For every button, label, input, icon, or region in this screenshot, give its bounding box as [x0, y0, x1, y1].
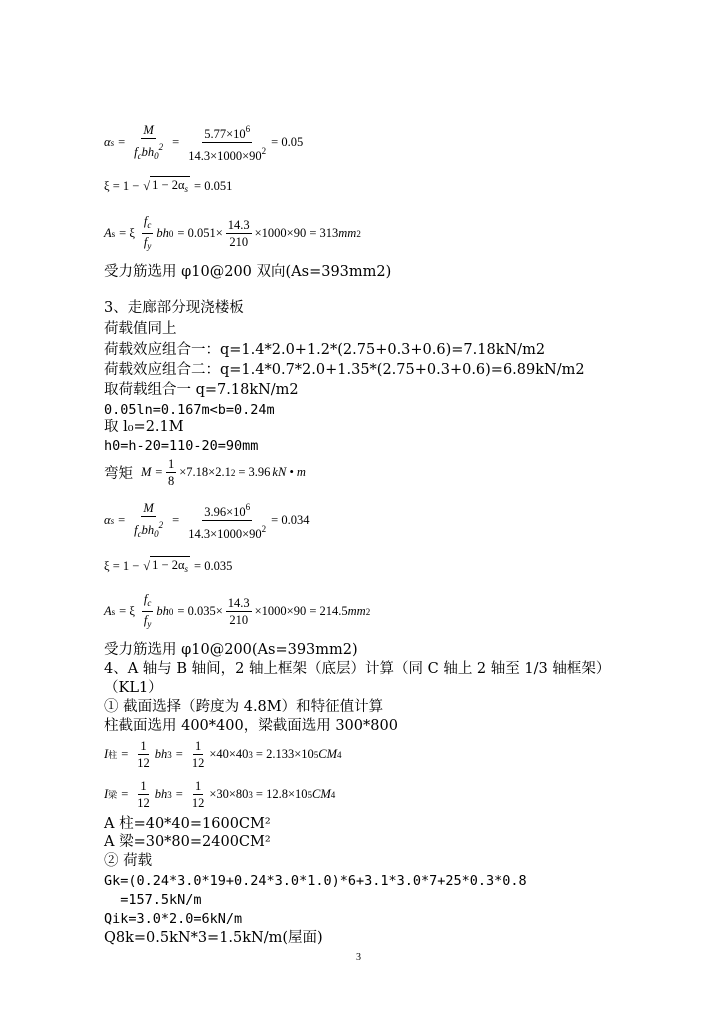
- text-kl1: （KL1）: [104, 680, 163, 696]
- text-step-1: ① 截面选择（跨度为 4.8M）和特征值计算: [104, 699, 384, 715]
- text-combo-2: 荷载效应组合二：q=1.4*0.7*2.0+1.35*(2.75+0.3+0.6)=6.89kN/m2: [104, 362, 585, 378]
- equation-i-beam: I 梁 = $\frac{1}{12}$ bh 3 = $\frac{1}{12}$ ×30×80 3 = 12.8×10 5 CM 4: [104, 779, 336, 810]
- equation-xi-1: ξ = 1 − √ $1 - 2\alpha_s$ = 0.051: [104, 178, 233, 194]
- equation-as-1: A s = ξ $\frac{f_c}{f_y}$ bh 0 = 0.051× $\frac{14.3}{210}$ ×1000×90 = 313 mm 2: [104, 214, 361, 251]
- section-heading-4: 4、A 轴与 B 轴间，2 轴上框架（底层）计算（同 C 轴上 2 轴至 1/3 轴框架）: [104, 661, 611, 677]
- text-combo-1: 荷载效应组合一：q=1.4*2.0+1.2*(2.75+0.3+0.6)=7.18kN/m2: [104, 342, 546, 358]
- equation-i-column: I 柱 = $\frac{1}{12}$ bh 3 = $\frac{1}{12}$ ×40×40 3 = 2.133×10 5 CM 4: [104, 739, 342, 770]
- text-gk-1: Gk=(0.24*3.0*19+0.24*3.0*1.0)*6+3.1*3.0*7+25*0.3*0.8: [104, 873, 527, 889]
- text-q8k: Q8k=0.5kN*3=1.5kN/m(屋面): [104, 930, 323, 946]
- fraction: $\frac{M}{f_cbh_0^2}$: [134, 122, 164, 161]
- text-rebar-2: 受力筋选用 φ10@200(As=393mm2): [104, 642, 358, 658]
- equation-alpha-s-2: α s = $\frac{M}{f_cbh_0^2}$ = $\frac{3.96\times 10^6}{14.3\times 1000\times 90^2}$ = 0.034: [104, 500, 310, 541]
- text-l0: 取 l₀=2.1M: [104, 419, 184, 435]
- equation-moment: 弯矩 M = $\frac{1}{8}$ ×7.18×2.1 2 = 3.96 kN • m: [104, 457, 306, 488]
- text-qik: Qik=3.0*2.0=6kN/m: [104, 911, 243, 927]
- text-load-same: 荷载值同上: [104, 321, 177, 337]
- text-step-2: ② 荷载: [104, 853, 153, 869]
- equation-xi-2: ξ = 1 − √ $1 - 2\alpha_s$ = 0.035: [104, 558, 233, 574]
- equation-as-2: A s = ξ $\frac{f_c}{f_y}$ bh 0 = 0.035× $\frac{14.3}{210}$ ×1000×90 = 214.5 mm 2: [104, 592, 371, 629]
- text-area-beam: A 梁=30*80=2400CM²: [104, 834, 271, 850]
- equation-alpha-s-1: α s = $\frac{M}{f_cbh_0^2}$ = $\frac{5.77\times 10^6}{14.3\times 1000\times 90^2}$ = 0.05: [104, 122, 304, 163]
- fraction: $\frac{5.77\times 10^6}{14.3\times 1000\times 90^2}$: [188, 124, 267, 163]
- page-number: 3: [356, 952, 361, 963]
- text-h0: h0=h-20=110-20=90mm: [104, 438, 259, 454]
- text-rebar-1: 受力筋选用 φ10@200 双向(As=393mm2): [104, 264, 392, 280]
- text-section-sizes: 柱截面选用 400*400，梁截面选用 300*800: [104, 718, 398, 734]
- text-take-combo: 取荷载组合一 q=7.18kN/m2: [104, 382, 299, 398]
- text-ratio: 0.05ln=0.167m<b=0.24m: [104, 402, 275, 418]
- section-heading-3: 3、走廊部分现浇楼板: [104, 300, 244, 316]
- text-gk-2: =157.5kN/m: [104, 892, 202, 908]
- text-area-column: A 柱=40*40=1600CM²: [104, 816, 271, 832]
